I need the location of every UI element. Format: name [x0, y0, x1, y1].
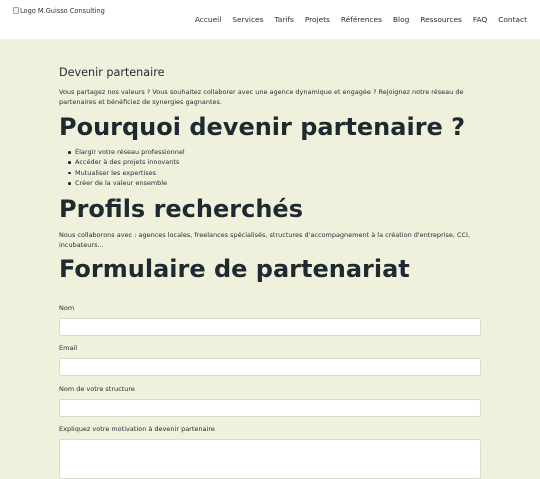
form-title: Formulaire de partenariat — [59, 254, 410, 283]
nav-link-tarifs[interactable]: Tarifs — [274, 15, 294, 24]
nav-link-accueil[interactable]: Accueil — [194, 15, 222, 24]
email-label: Email — [59, 343, 78, 352]
nav-link-references[interactable]: Références — [340, 15, 382, 24]
broken-image-icon — [13, 7, 19, 14]
email-input[interactable] — [59, 358, 481, 376]
name-input[interactable] — [59, 318, 481, 336]
list-item: Accéder à des projets innovants — [65, 157, 483, 167]
logo[interactable] — [13, 7, 105, 15]
motivation-textarea[interactable] — [59, 439, 481, 479]
profiles-text: Nous collaborons avec : agences locales, freelances spécialisés, structures d'accompagnement à la création d'entreprise, CCI, incubateurs... — [59, 230, 471, 249]
nav-link-projets[interactable]: Projets — [304, 15, 330, 24]
nav-link-blog[interactable]: Blog — [392, 15, 410, 24]
list-item: Créer de la valeur ensemble — [65, 178, 483, 188]
structure-input[interactable] — [59, 399, 481, 417]
profiles-title: Profils recherchés — [59, 194, 303, 223]
motivation-label: Expliquez votre motivation à devenir partenaire — [59, 424, 215, 433]
nav-link-contact[interactable]: Contact — [498, 15, 527, 24]
site-header — [0, 0, 540, 39]
nav-link-services[interactable]: Services — [232, 15, 264, 24]
list-item: Mutualiser les expertises — [65, 168, 483, 178]
nav-link-ressources[interactable]: Ressources — [420, 15, 462, 24]
list-item: Élargir votre réseau professionnel — [65, 147, 483, 157]
name-label: Nom — [59, 303, 75, 312]
main-nav — [195, 15, 527, 24]
why-list — [65, 147, 483, 189]
logo-alt-text: Logo M.Guisso Consulting — [20, 7, 105, 15]
partner-form — [59, 304, 483, 479]
structure-label: Nom de votre structure — [59, 384, 135, 393]
main-content — [59, 66, 483, 479]
partner-intro: Vous partagez nos valeurs ? Vous souhaitez collaborer avec une agence dynamique et engagée ? Rejoignez notre réseau de partenaires et bénéficiez de synergies gagnantes. — [59, 88, 464, 106]
why-title: Pourquoi devenir partenaire ? — [59, 113, 466, 141]
partner-title: Devenir partenaire — [59, 66, 165, 79]
nav-link-faq[interactable]: FAQ — [472, 15, 488, 24]
